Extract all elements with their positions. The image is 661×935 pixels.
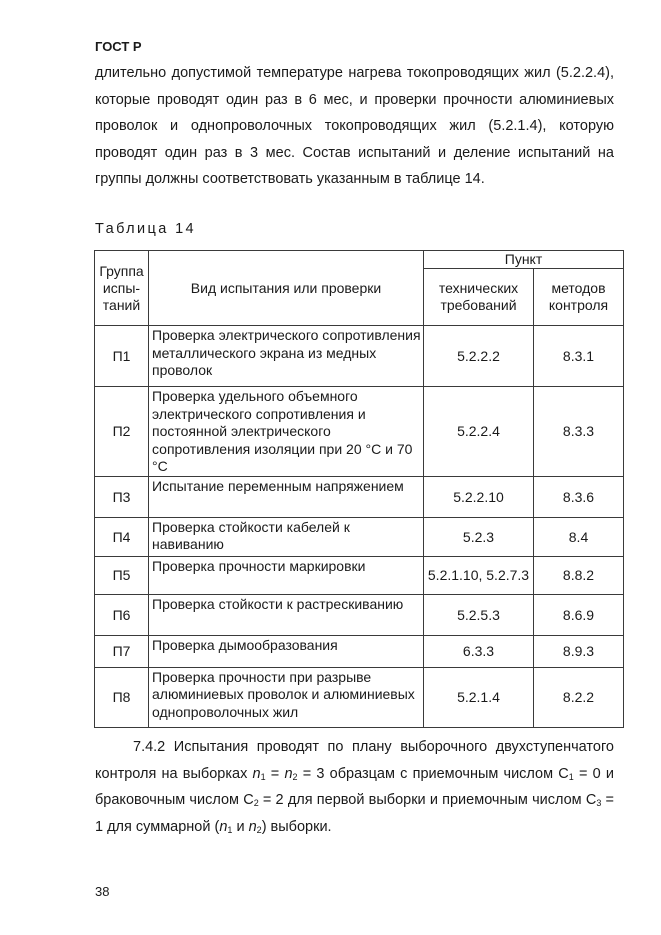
header-point: Пункт	[424, 251, 624, 269]
cell-control-method: 8.4	[534, 517, 624, 556]
cell-group: П2	[95, 387, 149, 477]
table-row	[95, 667, 624, 727]
cell-tech-requirement: 5.2.1.10, 5.2.7.3	[424, 556, 534, 594]
cell-group: П3	[95, 476, 149, 517]
cell-tech-requirement: 5.2.1.4	[424, 667, 534, 727]
cell-test-description: Испытание переменным напряжением	[149, 476, 424, 517]
cell-test-description: Проверка стойкости кабелей к навиванию	[149, 517, 424, 556]
cell-group: П8	[95, 667, 149, 727]
document-header: ГОСТ Р	[95, 39, 142, 54]
table-row	[95, 556, 624, 594]
cell-control-method: 8.8.2	[534, 556, 624, 594]
table-caption: Таблица 14	[95, 221, 197, 237]
cell-group: П4	[95, 517, 149, 556]
cell-tech-requirement: 5.2.2.2	[424, 326, 534, 387]
cell-control-method: 8.3.6	[534, 476, 624, 517]
cell-control-method: 8.3.3	[534, 387, 624, 477]
cell-tech-requirement: 5.2.2.4	[424, 387, 534, 477]
cell-test-description: Проверка дымообразования	[149, 635, 424, 667]
table-row	[95, 517, 624, 556]
cell-test-description: Проверка стойкости к растрескиванию	[149, 594, 424, 635]
header-group: Группа испы-таний	[95, 251, 149, 326]
paragraph-intro: длительно допустимой температуре нагрева токопроводящих жил (5.2.2.4), которые проводят один раз в 6 мес, и проверки прочности алюминиевых проволок и однопроволочных токопроводящих жил (5.2.1.4), которую проводят один раз в 3 мес. Состав испытаний и деление испытаний на группы должны соответствовать указанным в таблице 14.	[95, 65, 614, 187]
table-row	[95, 635, 624, 667]
table-row	[95, 594, 624, 635]
cell-group: П1	[95, 326, 149, 387]
cell-test-description: Проверка электрического сопротивления металлического экрана из медных проволок	[149, 326, 424, 387]
cell-tech-requirement: 5.2.5.3	[424, 594, 534, 635]
cell-tech-requirement: 5.2.2.10	[424, 476, 534, 517]
cell-tech-requirement: 6.3.3	[424, 635, 534, 667]
cell-control-method: 8.9.3	[534, 635, 624, 667]
cell-test-description: Проверка прочности при разрыве алюминиевых проволок и алюминиевых однопроволочных жил	[149, 667, 424, 727]
table-row	[95, 476, 624, 517]
table-row	[95, 387, 624, 477]
table-row	[95, 326, 624, 387]
cell-test-description: Проверка удельного объемного электрического сопротивления и постоянной электрического сопротивления изоляции при 20 °С и 70 °С	[149, 387, 424, 477]
cell-control-method: 8.2.2	[534, 667, 624, 727]
cell-group: П5	[95, 556, 149, 594]
cell-group: П7	[95, 635, 149, 667]
header-test-type: Вид испытания или проверки	[149, 251, 424, 326]
cell-group: П6	[95, 594, 149, 635]
paragraph-7-4-2: 7.4.2 Испытания проводят по плану выборочного двухступенчатого контроля на выборках $n_1 = n_2 = 3$ образцам с приемочным числом $C_1 = 0$ и браковочным числом $C_2 = 2$ для первой выборки и приемочным числом $C_3 = 1$ для суммарной ($n_1$ и $n_2$) выборки.	[95, 739, 615, 835]
header-control-methods: методов контроля	[534, 269, 624, 326]
test-groups-table	[94, 250, 624, 728]
cell-test-description: Проверка прочности маркировки	[149, 556, 424, 594]
cell-control-method: 8.6.9	[534, 594, 624, 635]
cell-control-method: 8.3.1	[534, 326, 624, 387]
cell-tech-requirement: 5.2.3	[424, 517, 534, 556]
page-number: 38	[95, 884, 110, 899]
header-tech-requirements: технических требований	[424, 269, 534, 326]
